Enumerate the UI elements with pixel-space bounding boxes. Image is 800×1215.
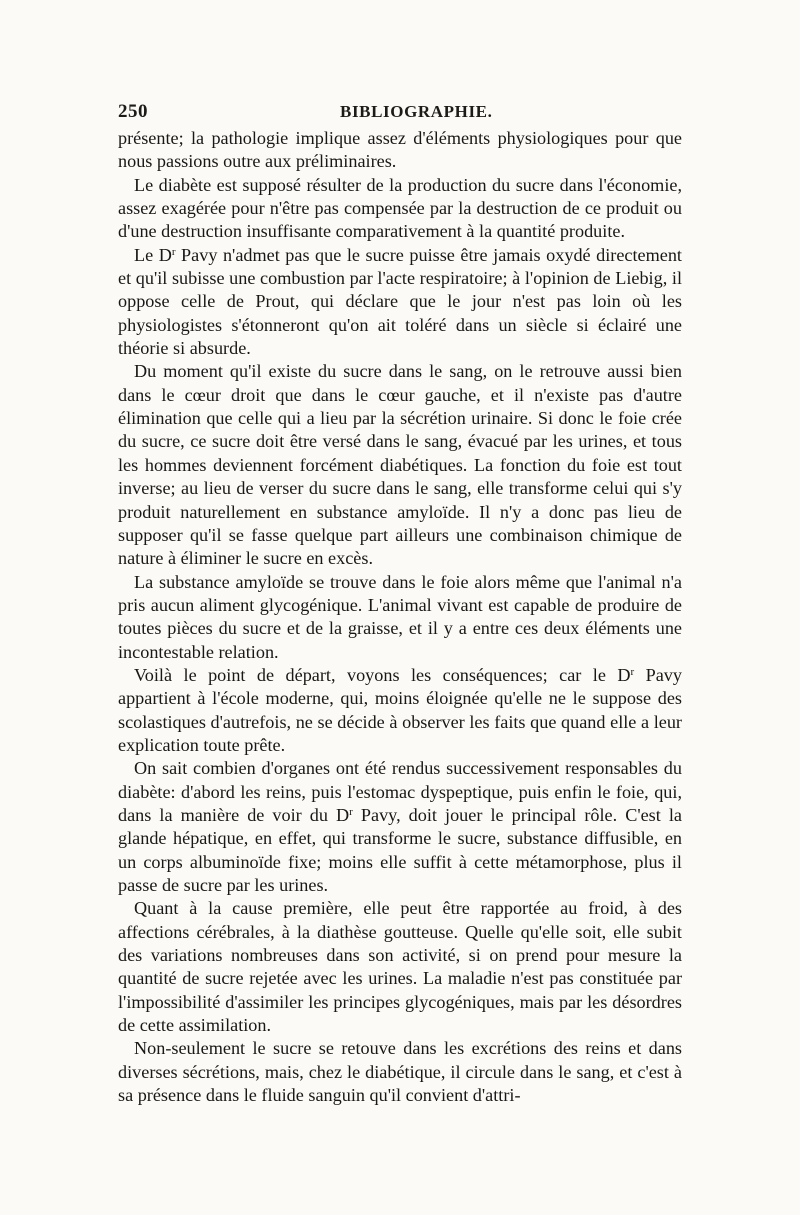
running-title: BIBLIOGRAPHIE. [340,102,493,121]
paragraph-4: Du moment qu'il existe du sucre dans le sang, on le retrouve aussi bien dans le cœur droit que dans le cœur gauche, et il n'existe pas d'autre élimination que celle qui a lieu par la sécrétion urinaire. Si donc le foie crée du sucre, ce sucre doit être versé dans le sang, évacué par les urines, et tous les hommes deviennent forcément diabétiques. La fonction du foie est tout inverse; au lieu de verser du sucre dans le sang, elle transforme celui qui s'y produit naturellement en substance amyloïde. Il n'y a donc pas lieu de supposer qu'il se fasse quelque part ailleurs une combinaison chimique de nature à éliminer le sucre en excès. [118,361,682,569]
page-number: 250 [118,101,148,122]
paragraph-6-superscript: r [630,665,635,678]
paragraph-6-text-a: Voilà le point de départ, voyons les conséquences; car le D [134,664,631,685]
paragraph-3-superscript: r [171,245,176,258]
paragraph-3 [118,244,682,361]
paragraph-5: La substance amyloïde se trouve dans le foie alors même que l'animal n'a pris aucun aliment glycogénique. L'animal vivant est capable de produire de toutes pièces du sucre et de la graisse, et il y a entre ces deux éléments une incontestable relation. [118,571,682,662]
paragraph-7-text-a: On sait combien d'organes ont été rendus successivement responsables du diabète: d'abord les reins, puis l'estomac dyspeptique, puis enfin le foie, qui, dans la manière de voir du D [118,758,682,825]
paragraph-7 [118,757,682,897]
body-text [118,127,682,1107]
paragraph-7-text-b: Pavy, doit jouer le principal rôle. C'est la glande hépatique, en effet, qui transforme le sucre, substance diffusible, en un corps albuminoïde fixe; moins elle suffit à cette métamorphose, plus il passe de sucre par les urines. [118,804,682,895]
paragraph-6 [118,664,682,757]
paragraph-6-text-b: Pavy appartient à l'école moderne, qui, moins éloignée qu'elle ne le suppose des scolastiques d'autrefois, ne se décide à observer les faits que quand elle a leur explication toute prête. [118,664,682,755]
paragraph-1: présente; la pathologie implique assez d'éléments physiologiques pour que nous passions outre aux préliminaires. [118,128,682,172]
paragraph-9: Non-seulement le sucre se retouve dans les excrétions des reins et dans diverses sécrétions, mais, chez le diabétique, il circule dans le sang, et c'est à sa présence dans le fluide sanguin qu'il convient d'attri- [118,1038,682,1106]
paragraph-8: Quant à la cause première, elle peut être rapportée au froid, à des affections cérébrales, à la diathèse goutteuse. Quelle qu'elle soit, elle subit des variations nombreuses dans son activité, si on prend pour mesure la quantité de sucre rejetée avec les urines. La maladie n'est pas constituée par l'impossibilité d'assimiler les principes glycogéniques, mais par les désordres de cette assimilation. [118,898,682,1036]
page-header [118,101,682,125]
paragraph-2: Le diabète est supposé résulter de la production du sucre dans l'économie, assez exagérée pour n'être pas compensée par la destruction de ce produit ou d'une destruction insuffisante comparativement à la quantité produite. [118,174,682,242]
paragraph-3-text-b: Pavy n'admet pas que le sucre puisse être jamais oxydé directement et qu'il subisse une combustion par l'acte respiratoire; à l'opinion de Liebig, il oppose celle de Prout, qui déclare que le jour n'est pas loin où les physiologistes s'étonneront qu'on ait toléré dans un siècle si éclairé une théorie si absurde. [118,244,682,359]
paragraph-3-text-a: Le D [134,244,172,265]
paragraph-7-superscript: r [349,805,353,818]
